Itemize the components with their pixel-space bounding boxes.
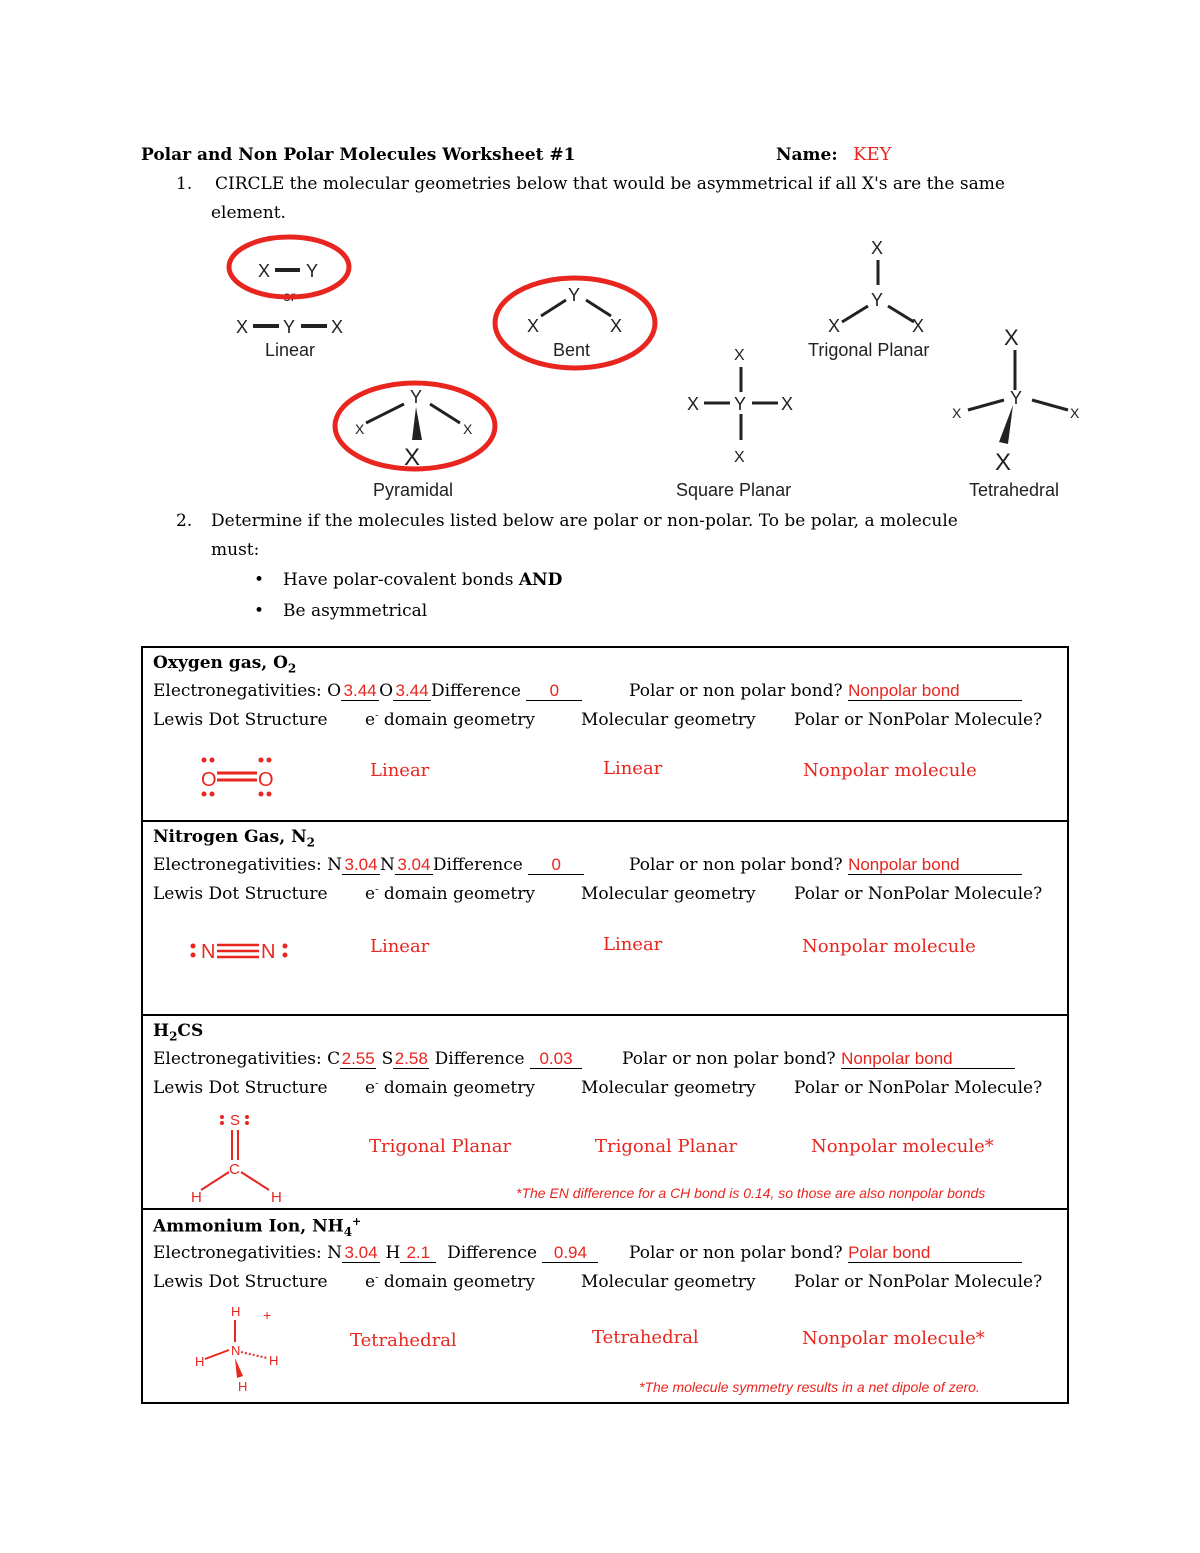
molecular-label: Molecular geometry [581, 884, 756, 904]
atom-h: H [231, 1304, 241, 1319]
trigonal-planar-geometry [808, 238, 929, 360]
mol-geom-answer: Trigonal Planar [595, 1136, 738, 1157]
molecule-name: Nitrogen Gas, $N_2$ [153, 827, 315, 850]
atom-y: Y [410, 387, 423, 407]
atom-s: S [230, 1112, 241, 1129]
atom-h: H [191, 1189, 202, 1203]
en1-answer: 3.04 [342, 856, 380, 875]
en2-answer: 3.44 [393, 682, 431, 701]
en1-answer: 2.55 [341, 1049, 375, 1068]
atom-x: X [995, 449, 1012, 476]
polar-mol-label: Polar or NonPolar Molecule? [794, 1272, 1043, 1292]
square-planar-label: Square Planar [676, 480, 792, 500]
footnote: *The EN difference for a CH bond is 0.14, so those are also nonpolar bonds [516, 1185, 986, 1201]
atom-y: Y [871, 290, 884, 310]
bullet-text: Have polar-covalent bonds [283, 570, 514, 590]
atom-n: N [231, 1343, 241, 1358]
atom-x: X [1004, 325, 1019, 350]
bond-q: Polar or non polar bond? Polar bond [629, 1243, 1022, 1263]
lewis-nh4 [183, 1302, 303, 1397]
molecule-name: $H_2CS$ [153, 1021, 204, 1044]
atom-x: X [527, 316, 540, 336]
bent-label: Bent [553, 340, 591, 360]
name-value: KEY [853, 144, 892, 165]
bullet-icon: • [254, 570, 265, 590]
atom-x: X [355, 421, 365, 437]
polar-mol-label: Polar or NonPolar Molecule? [794, 1078, 1043, 1098]
atom-n: N [261, 941, 276, 963]
polarity-answer: Nonpolar molecule [803, 760, 977, 781]
bullet-bold: AND [518, 570, 563, 590]
en-line: Electronegativities: C2.55 S2.58 Difference 0.03 [153, 1049, 582, 1069]
atom-x: X [828, 316, 841, 336]
molecule-row-nh4 [142, 1209, 1068, 1403]
bond-q: Polar or non polar bond? Nonpolar bond [622, 1049, 1015, 1069]
square-planar-geometry [676, 347, 793, 500]
geometry-diagrams [0, 0, 1200, 520]
diff-answer: 0 [528, 856, 584, 875]
atom-x: X [687, 394, 700, 414]
atom-x: X [734, 347, 745, 364]
worksheet-title: Polar and Non Polar Molecules Worksheet #1 [141, 145, 576, 165]
en1-answer: 3.04 [342, 1244, 380, 1263]
polarity-answer: Nonpolar molecule* [802, 1328, 985, 1349]
mol-geom-answer: Tetrahedral [592, 1327, 699, 1348]
linear-label: Linear [265, 340, 316, 360]
atom-x: X [912, 316, 925, 336]
trigonal-planar-label: Trigonal Planar [808, 340, 930, 360]
en2-answer: 2.58 [394, 1049, 428, 1068]
lewis-h2cs [183, 1108, 303, 1203]
molecule-row-n2 [142, 821, 1068, 1015]
polarity-answer: Nonpolar molecule [802, 936, 976, 957]
bond-q: Polar or non polar bond? Nonpolar bond [629, 855, 1022, 875]
atom-x: X [1070, 405, 1080, 421]
bond-answer: Nonpolar bond [848, 856, 1022, 875]
bond-q: Polar or non polar bond? Nonpolar bond [629, 681, 1022, 701]
molecule-row-o2 [142, 647, 1068, 821]
atom-x: X [734, 449, 745, 466]
footnote: *The molecule symmetry results in a net dipole of zero. [639, 1379, 980, 1395]
molecular-label: Molecular geometry [581, 1272, 756, 1292]
bond-answer: Nonpolar bond [841, 1050, 1015, 1069]
q2-number: 2. [176, 511, 193, 531]
atom-x: X [871, 238, 884, 258]
e-geom-answer: Linear [370, 760, 430, 781]
atom-n: N [201, 941, 216, 963]
en2-answer: 3.04 [395, 856, 433, 875]
molecule-row-h2cs [142, 1015, 1068, 1209]
atom-x: X [610, 316, 623, 336]
polar-mol-label: Polar or NonPolar Molecule? [794, 710, 1043, 730]
atom-h: H [238, 1379, 248, 1394]
molecular-label: Molecular geometry [581, 710, 756, 730]
atom-y: Y [283, 317, 296, 337]
bullet-icon: • [254, 601, 265, 621]
polar-mol-label: Polar or NonPolar Molecule? [794, 884, 1043, 904]
lewis-o2 [183, 748, 293, 808]
en-line: Electronegativities: N 3.04 H 2.1 Difference 0.94 [153, 1243, 598, 1263]
e-domain-label: e- domain geometry [365, 710, 535, 730]
lewis-label: Lewis Dot Structure [153, 1078, 328, 1098]
lewis-label: Lewis Dot Structure [153, 884, 328, 904]
lewis-label: Lewis Dot Structure [153, 1272, 328, 1292]
polarity-answer: Nonpolar molecule* [811, 1136, 994, 1157]
atom-x: X [331, 317, 344, 337]
molecule-name: Oxygen gas, $O_2$ [153, 653, 297, 676]
tetrahedral-geometry [952, 325, 1080, 500]
e-domain-label: e- domain geometry [365, 884, 535, 904]
linear-or: or [283, 288, 296, 304]
q1-number: 1. [176, 174, 193, 194]
e-geom-answer: Linear [370, 936, 430, 957]
atom-x: X [781, 394, 794, 414]
atom-h: H [269, 1353, 279, 1368]
atom-x: X [236, 317, 249, 337]
atom-x: X [463, 421, 473, 437]
linear-geometry [236, 261, 343, 360]
mol-geom-answer: Linear [603, 758, 663, 779]
diff-answer: 0.03 [530, 1050, 582, 1069]
bond-answer: Nonpolar bond [848, 682, 1022, 701]
en-line: Electronegativities: N 3.04 N 3.04 Difference 0 [153, 855, 584, 875]
lewis-label: Lewis Dot Structure [153, 710, 328, 730]
atom-x: X [404, 444, 421, 471]
charge-sign: + [263, 1307, 272, 1323]
e-geom-answer: Tetrahedral [350, 1330, 457, 1351]
en-line: Electronegativities: O 3.44 O 3.44 Difference 0 [153, 681, 582, 701]
en2-answer: 2.1 [400, 1244, 436, 1263]
atom-c: C [229, 1161, 240, 1178]
bond-answer: Polar bond [848, 1244, 1022, 1263]
e-geom-answer: Trigonal Planar [369, 1136, 512, 1157]
molecule-table [141, 646, 1069, 1404]
q2-text-line1: Determine if the molecules listed below are polar or non-polar. To be polar, a molecule [211, 511, 958, 531]
atom-o: O [258, 769, 274, 791]
molecule-name: Ammonium Ion, $NH_4^+$ [153, 1215, 362, 1240]
atom-y: Y [568, 285, 581, 305]
mol-geom-answer: Linear [603, 934, 663, 955]
atom-y: Y [1010, 388, 1023, 408]
q1-text-line1: CIRCLE the molecular geometries below that would be asymmetrical if all X's are the same [215, 174, 1005, 194]
q1-text-line2: element. [211, 203, 286, 223]
pyramidal-label: Pyramidal [373, 480, 454, 500]
atom-h: H [195, 1354, 205, 1369]
e-domain-label: e- domain geometry [365, 1078, 535, 1098]
q2-bullet-1 [283, 570, 562, 590]
e-domain-label: e- domain geometry [365, 1272, 535, 1292]
atom-x: X [952, 405, 962, 421]
atom-x: X [258, 261, 271, 281]
tetrahedral-label: Tetrahedral [969, 480, 1060, 500]
name-label: Name: [776, 145, 838, 165]
q2-bullet-2: Be asymmetrical [283, 601, 428, 621]
q2-text-line2: must: [211, 540, 260, 560]
diff-answer: 0.94 [542, 1244, 598, 1263]
en1-answer: 3.44 [341, 682, 379, 701]
lewis-n2 [183, 930, 303, 970]
diff-answer: 0 [526, 682, 582, 701]
atom-h: H [271, 1189, 282, 1203]
atom-o: O [201, 769, 217, 791]
atom-y: Y [734, 394, 747, 414]
pyramidal-geometry [355, 387, 473, 500]
atom-y: Y [306, 261, 319, 281]
bent-geometry [527, 285, 622, 360]
molecular-label: Molecular geometry [581, 1078, 756, 1098]
